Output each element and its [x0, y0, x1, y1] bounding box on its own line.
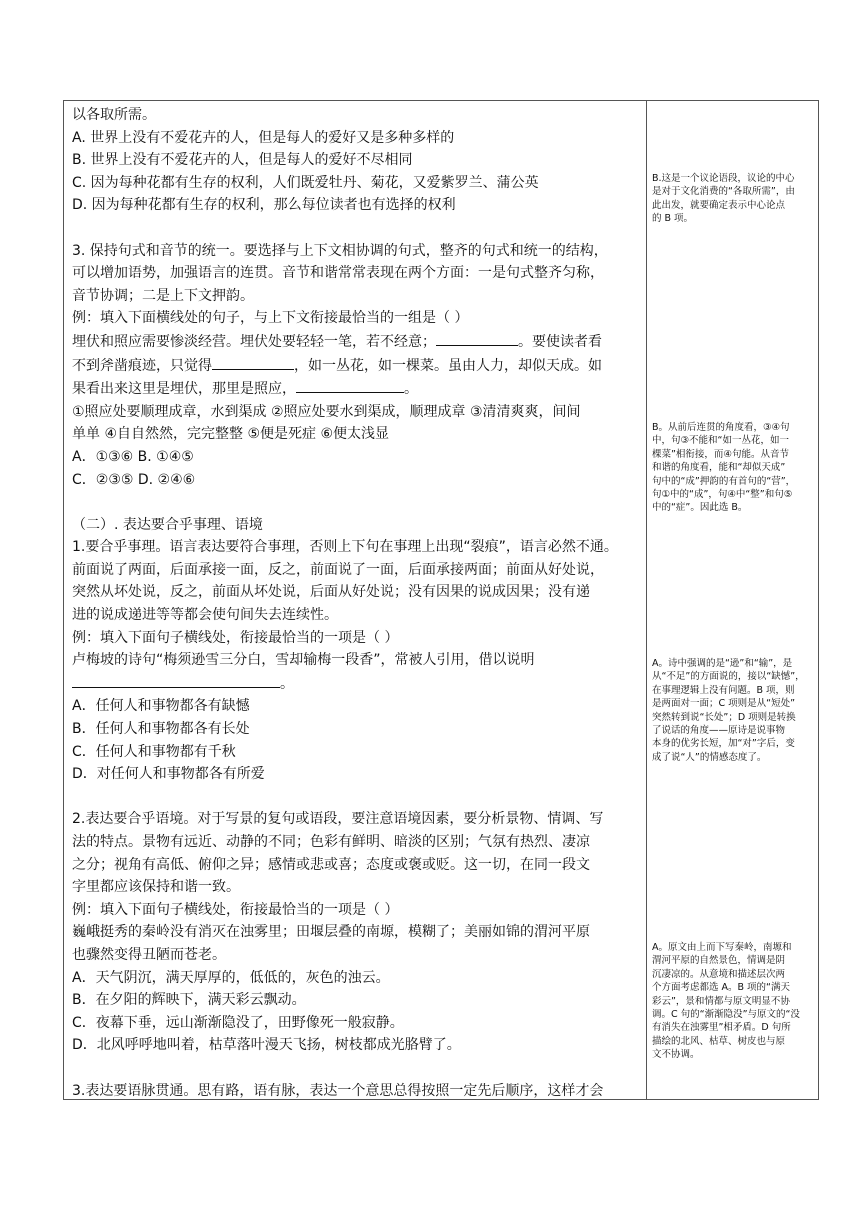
- note-line: 棵菜”相衔接，而④句能。从音节: [652, 448, 789, 460]
- text-segment: 果看出来这里是埋伏，那里是照应，: [72, 381, 296, 398]
- text-line: 例：填入下面句子横线处，衔接最恰当的一项是（ ）: [72, 629, 399, 646]
- answer-note-4: [652, 941, 812, 1062]
- text-line: 2.表达要合乎语境。对于写景的复句或语段，要注意语境因素，要分析景物、情调、写: [72, 811, 604, 828]
- main-text-column: [72, 104, 642, 1102]
- text-line: D．北风呼呼地叫着，枯草落叶漫天飞扬，树枝都成光胳臂了。: [72, 1037, 461, 1054]
- text-line: [72, 377, 642, 401]
- text-line: D. 因为每种花都有生存的权利，那么每位读者也有选择的权利: [72, 197, 456, 214]
- text-segment: 。要使读者看: [518, 333, 602, 350]
- answer-note-1: [652, 172, 812, 226]
- content-table: [63, 100, 819, 1100]
- blank-line: [72, 786, 642, 809]
- fill-in-blank: [72, 672, 280, 688]
- text-line: 卢梅坡的诗句“梅须逊雪三分白，雪却输梅一段香”，常被人引用，借以说明: [72, 652, 535, 669]
- blank-line: [72, 217, 642, 240]
- text-segment: 埋伏和照应需要惨淡经营。埋伏处要轻轻一笔，若不经意；: [72, 333, 436, 350]
- note-line: 是对于文化消费的“各取所需”，由: [652, 186, 795, 198]
- text-line: 例：填入下面句子横线处，衔接最恰当的一项是（ ）: [72, 901, 399, 918]
- text-line: [72, 330, 642, 354]
- text-line: [72, 672, 642, 696]
- text-line: B. 世界上没有不爱花卉的人，但是每人的爱好不尽相同: [72, 152, 413, 169]
- fill-in-blank: [296, 377, 404, 393]
- text-line: 例：填入下面横线处的句子，与上下文衔接最恰当的一组是（ ）: [72, 310, 469, 327]
- text-line: D．对任何人和事物都各有所爱: [72, 766, 265, 783]
- note-line: 沉凄凉的。从意境和描述层次两: [652, 968, 786, 980]
- text-line: （二）. 表达要合乎事理、语境: [72, 516, 263, 533]
- text-line: 可以增加语势，加强语言的连贯。音节和谐常常表现在两个方面：一是句式整齐匀称，: [72, 265, 604, 282]
- text-line: C. 因为每种花都有生存的权利，人们既爱牡丹、菊花，又爱紫罗兰、蒲公英: [72, 174, 539, 191]
- note-line: 句中的“成”押韵的有首句的“营”，: [652, 475, 796, 487]
- text-line: A．任何人和事物都各有缺憾: [72, 698, 250, 715]
- note-line: 和谐的角度看，能和“却似天成”: [652, 462, 786, 474]
- note-line: 个方面考虑都选 A。B 项的“满天: [652, 982, 790, 994]
- note-line: 彩云”，景和情都与原文明显不协: [652, 995, 790, 1007]
- note-line: 有消失在浊雾里”相矛盾。D 句所: [652, 1022, 791, 1034]
- text-segment: 。: [280, 675, 294, 692]
- note-line: 从“不足”的方面说的，接以“缺憾”，: [652, 671, 805, 683]
- note-line: 在事理逻辑上没有问题。B 项，则: [652, 684, 795, 696]
- note-line: 的 B 项。: [652, 213, 694, 225]
- text-line: B．在夕阳的辉映下，满天彩云飘动。: [72, 992, 306, 1009]
- text-line: 以各取所需。: [72, 107, 156, 123]
- fill-in-blank: [212, 354, 294, 370]
- note-line: 调。C 句的“渐渐隐没”与原文的“没: [652, 1009, 800, 1021]
- note-line: 中，句③不能和“如一丛花，如一: [652, 435, 789, 447]
- text-line: C．夜幕下垂，远山渐渐隐没了，田野像死一般寂静。: [72, 1014, 404, 1031]
- note-line: 此出发，就要确定表示中心论点: [652, 199, 786, 211]
- text-line: C．任何人和事物都有千秋: [72, 743, 236, 760]
- note-line: A。诗中强调的是“逊”和“输”，是: [652, 658, 793, 669]
- note-line: A。原文由上而下写秦岭，南塬和: [652, 942, 792, 953]
- text-line: A．天气阴沉，满天厚厚的，低低的，灰色的浊云。: [72, 969, 390, 986]
- note-line: B.这是一个议论语段，议论的中心: [652, 173, 795, 184]
- note-line: 突然转到说“长处”；D 项则是转换: [652, 711, 796, 723]
- text-line: A. 世界上没有不爱花卉的人，但是每人的爱好又是多种多样的: [72, 129, 455, 146]
- answer-note-2: [652, 421, 812, 515]
- text-line: 也骤然变得丑陋而苍老。: [72, 946, 226, 963]
- text-line: 3. 保持句式和音节的统一。要选择与上下文相协调的句式，整齐的句式和统一的结构，: [72, 242, 608, 259]
- note-line: 是两面对一面；C 项则是从“短处”: [652, 698, 795, 710]
- text-line: [72, 354, 642, 378]
- text-line: 字里都应该保持和谐一致。: [72, 879, 240, 896]
- blank-line: [72, 491, 642, 514]
- fill-in-blank: [436, 330, 518, 346]
- text-line: A．①③⑥ B. ①④⑤: [72, 448, 194, 465]
- text-line: 3.表达要语脉贯通。思有路，语有脉，表达一个意思总得按照一定先后顺序，这样才会: [72, 1082, 604, 1099]
- text-line: ①照应处要顺理成章，水到渠成 ②照应处要水到渠成，顺理成章 ③清清爽爽，间间: [72, 403, 581, 420]
- note-line: 本身的优劣长短，加“对”字后，变: [652, 738, 795, 750]
- text-segment: 不到斧凿痕迹，只觉得: [72, 357, 212, 374]
- note-line: 文不协调。: [652, 1049, 700, 1061]
- answer-note-3: [652, 657, 812, 764]
- column-divider: [646, 101, 647, 1099]
- text-line: B．任何人和事物都各有长处: [72, 721, 250, 738]
- note-line: 了说话的角度——原诗是说事物: [652, 725, 786, 737]
- note-line: 成了说“人”的情感态度了。: [652, 751, 767, 763]
- text-line: 单单 ④自自然然，完完整整 ⑤便是死症 ⑥便太浅显: [72, 426, 390, 443]
- text-line: 前面说了两面，后面承接一面，反之，前面说了一面，后面承接两面；前面从好处说，: [72, 561, 604, 578]
- note-line: 渭河平原的自然景色，情调是阴: [652, 955, 786, 967]
- text-line: 进的说成递进等等都会使句间失去连续性。: [72, 607, 338, 624]
- text-line: 之分；视角有高低、俯仰之异；感情或悲或喜；态度或褒或贬。这一切，在同一段文: [72, 856, 590, 873]
- text-line: 法的特点。景物有远近、动静的不同；色彩有鲜明、暗淡的区别；气氛有热烈、凄凉: [72, 834, 590, 850]
- text-line: 音节协调；二是上下文押韵。: [72, 287, 254, 304]
- blank-line: [72, 1057, 642, 1080]
- note-line: 句①中的“成”，句④中“整”和句⑤: [652, 489, 793, 501]
- note-line: 描绘的北风、枯草、树皮也与原: [652, 1035, 786, 1047]
- text-line: 巍峨挺秀的秦岭没有消灭在浊雾里；田堰层叠的南塬，模糊了；美丽如锦的渭河平原: [72, 924, 590, 941]
- note-line: B。从前后连贯的角度看，③④句: [652, 422, 790, 433]
- text-segment: ，如一丛花，如一棵菜。虽由人力，却似天成。如: [294, 357, 602, 374]
- text-line: 突然从坏处说，反之，前面从坏处说，后面从好处说；没有因果的说成因果；没有递: [72, 584, 590, 601]
- text-line: C．②③⑤ D. ②④⑥: [72, 471, 196, 488]
- note-line: 中的“症”。因此选 B。: [652, 502, 748, 514]
- text-segment: 。: [404, 381, 418, 398]
- text-line: 1.要合乎事理。语言表达要符合事理，否则上下句在事理上出现“裂痕”，语言必然不通。: [72, 539, 618, 556]
